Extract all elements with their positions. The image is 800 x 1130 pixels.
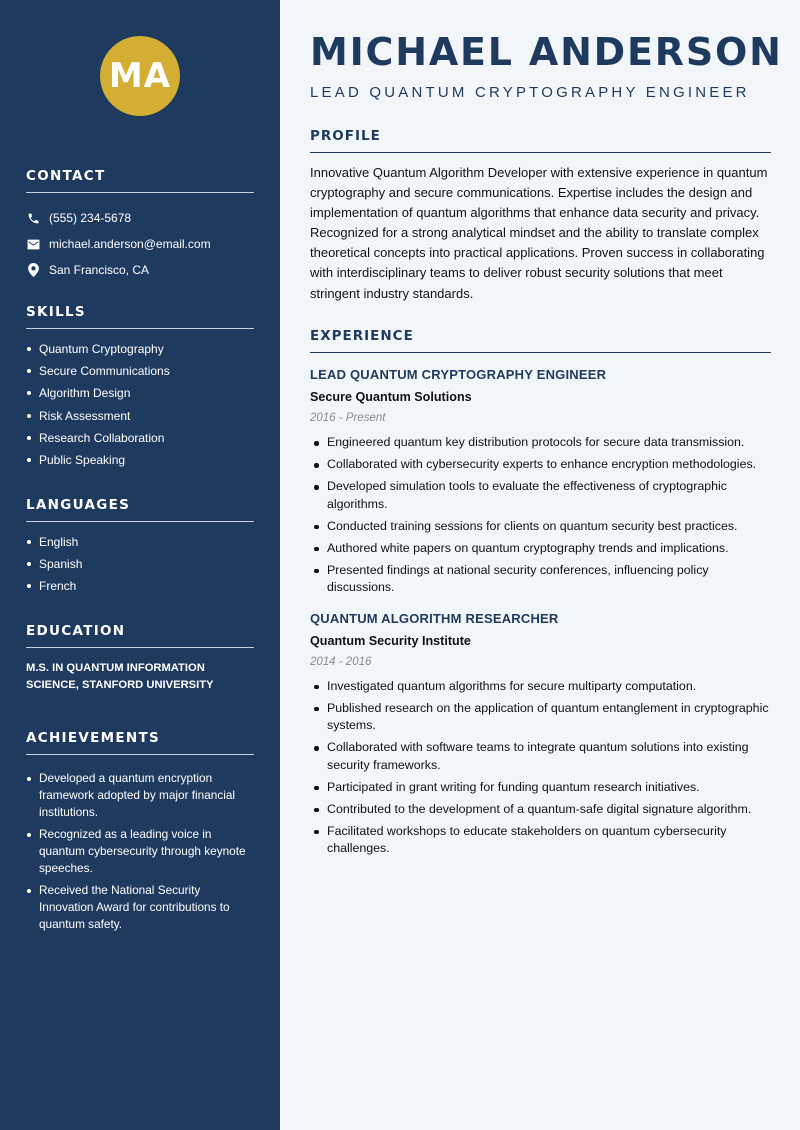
skills-section bbox=[26, 304, 254, 474]
job-bullet: Presented findings at national security conferences, influencing policy discussions. bbox=[310, 562, 771, 597]
job-bullet: Participated in grant writing for funding quantum research initiatives. bbox=[310, 779, 771, 797]
job-bullet: Authored white papers on quantum cryptography trends and implications. bbox=[310, 540, 771, 558]
candidate-title: LEAD QUANTUM CRYPTOGRAPHY ENGINEER bbox=[310, 84, 750, 101]
languages-heading: LANGUAGES bbox=[26, 497, 254, 522]
education-section bbox=[26, 623, 254, 694]
job-entry bbox=[310, 367, 771, 597]
contact-section bbox=[26, 168, 254, 283]
contact-email-text: michael.anderson@email.com bbox=[49, 237, 211, 251]
job-bullet: Developed simulation tools to evaluate the effectiveness of cryptographic algorithms. bbox=[310, 478, 771, 513]
job-entry bbox=[310, 611, 771, 858]
contact-phone-text: (555) 234-5678 bbox=[49, 211, 132, 225]
skill-item: Algorithm Design bbox=[26, 385, 254, 407]
language-item: French bbox=[26, 578, 254, 600]
skill-item: Quantum Cryptography bbox=[26, 341, 254, 363]
achievements-list bbox=[26, 770, 254, 933]
sidebar bbox=[0, 0, 280, 1130]
job-bullet: Facilitated workshops to educate stakeholders on quantum cybersecurity challenges. bbox=[310, 823, 771, 858]
education-degree: M.S. IN QUANTUM INFORMATION SCIENCE, STANFORD UNIVERSITY bbox=[26, 662, 214, 691]
achievements-heading: ACHIEVEMENTS bbox=[26, 730, 254, 755]
contact-location-text: San Francisco, CA bbox=[49, 263, 150, 277]
candidate-name: MICHAEL ANDERSON bbox=[310, 30, 783, 74]
job-bullet: Contributed to the development of a quantum-safe digital signature algorithm. bbox=[310, 801, 771, 819]
achievement-item: Received the National Security Innovation Award for contributions to quantum safety. bbox=[26, 882, 254, 933]
job-company: Secure Quantum Solutions bbox=[310, 390, 472, 404]
phone-icon bbox=[26, 211, 40, 225]
location-pin-icon bbox=[26, 263, 40, 277]
experience-section bbox=[310, 328, 771, 862]
job-bullet: Collaborated with cybersecurity experts to enhance encryption methodologies. bbox=[310, 456, 771, 474]
profile-heading: PROFILE bbox=[310, 128, 771, 153]
experience-heading: EXPERIENCE bbox=[310, 328, 771, 353]
contact-email[interactable] bbox=[26, 231, 254, 257]
job-bullet: Collaborated with software teams to integrate quantum solutions into existing security frameworks. bbox=[310, 739, 771, 774]
job-bullet: Published research on the application of quantum entanglement in cryptographic systems. bbox=[310, 700, 771, 735]
achievement-item: Developed a quantum encryption framework adopted by major financial institutions. bbox=[26, 770, 254, 821]
skill-item: Risk Assessment bbox=[26, 408, 254, 430]
job-dates: 2014 - 2016 bbox=[310, 655, 372, 668]
language-item: Spanish bbox=[26, 556, 254, 578]
education-heading: EDUCATION bbox=[26, 623, 254, 648]
achievement-item: Recognized as a leading voice in quantum cybersecurity through keynote speeches. bbox=[26, 826, 254, 877]
job-bullet: Investigated quantum algorithms for secure multiparty computation. bbox=[310, 678, 771, 696]
skill-item: Research Collaboration bbox=[26, 430, 254, 452]
languages-section bbox=[26, 497, 254, 601]
job-bullets bbox=[310, 434, 771, 597]
job-company: Quantum Security Institute bbox=[310, 633, 471, 648]
skills-heading: SKILLS bbox=[26, 304, 254, 329]
avatar-initials: MA bbox=[108, 56, 172, 96]
job-bullets bbox=[310, 678, 771, 858]
contact-heading: CONTACT bbox=[26, 168, 254, 193]
achievements-section bbox=[26, 730, 254, 938]
job-bullet: Conducted training sessions for clients on quantum security best practices. bbox=[310, 518, 771, 536]
profile-text: Innovative Quantum Algorithm Developer with extensive experience in quantum cryptography and secure communications. Expertise includes the design and implementation of quantum algorithms that enhance data security and privacy. Recognized for a strong analytical mindset and the ability to translate complex theoretical concepts into practical applications. Proven success in collaborating with interdisciplinary teams to deliver robust security solutions that meet stringent industry standards. bbox=[310, 165, 768, 301]
job-bullet: Engineered quantum key distribution protocols for secure data transmission. bbox=[310, 434, 771, 452]
avatar bbox=[100, 36, 180, 116]
language-item: English bbox=[26, 534, 254, 556]
skills-list bbox=[26, 341, 254, 474]
job-title: QUANTUM ALGORITHM RESEARCHER bbox=[310, 610, 559, 626]
profile-section bbox=[310, 128, 771, 304]
languages-list bbox=[26, 534, 254, 601]
skill-item: Secure Communications bbox=[26, 363, 254, 385]
email-icon bbox=[26, 237, 40, 251]
contact-location bbox=[26, 257, 254, 283]
job-title: LEAD QUANTUM CRYPTOGRAPHY ENGINEER bbox=[310, 367, 607, 382]
contact-phone[interactable] bbox=[26, 205, 254, 231]
job-dates: 2016 - Present bbox=[310, 412, 386, 424]
skill-item: Public Speaking bbox=[26, 452, 254, 474]
